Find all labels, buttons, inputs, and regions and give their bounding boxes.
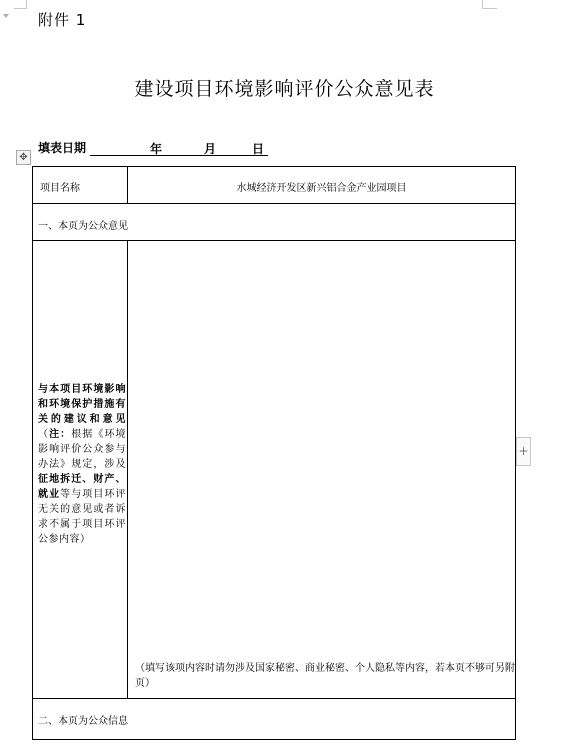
attachment-label: 附件 1 xyxy=(38,11,87,29)
table-row-divider xyxy=(33,203,515,204)
fill-date-label: 填表日期 xyxy=(38,141,87,155)
table-move-handle-icon[interactable]: ✥ xyxy=(16,150,31,165)
public-opinion-table xyxy=(32,166,516,740)
table-row-divider xyxy=(33,698,515,699)
year-label: 年 xyxy=(150,142,163,156)
page-corner-mark-left xyxy=(14,0,27,9)
opinion-input-area[interactable] xyxy=(128,241,515,661)
opinion-note-prefix: 注： xyxy=(49,429,72,440)
opinion-label-bold: 与本项目环境影响和环境保护措施有关的建议和意见 xyxy=(38,384,126,425)
project-name-label: 项目名称 xyxy=(40,183,80,194)
project-name-value[interactable]: 水城经济开发区新兴铝合金产业园项目 xyxy=(236,183,407,194)
day-label: 日 xyxy=(252,142,265,156)
plus-icon[interactable]: + xyxy=(516,437,531,466)
fill-date-field[interactable] xyxy=(90,140,268,156)
page-title: 建设项目环境影响评价公众意见表 xyxy=(134,78,435,100)
month-label: 月 xyxy=(204,142,217,156)
fill-date-row xyxy=(38,139,268,156)
opinion-label xyxy=(38,382,126,547)
dropdown-arrow-icon[interactable] xyxy=(3,14,9,18)
opinion-note: （填写该项内容时请勿涉及国家秘密、商业秘密、个人隐私等内容，若本页不够可另附页） xyxy=(135,663,515,689)
opinion-label-text: 根据《环境影响评价公众参与办法》规定，涉及 xyxy=(38,429,127,470)
opinion-label-bold-topics: 征地拆迁、财产、就业 xyxy=(38,474,126,500)
section2-heading: 二、本页为公众信息 xyxy=(38,716,128,727)
opinion-label-tail: 等与项目环评无关的意见或者诉求不属于项目环评公参内容） xyxy=(38,489,127,545)
page-corner-mark-right xyxy=(482,0,497,9)
section1-heading: 一、本页为公众意见 xyxy=(38,221,128,232)
opinion-label-paren: （ xyxy=(38,429,50,440)
